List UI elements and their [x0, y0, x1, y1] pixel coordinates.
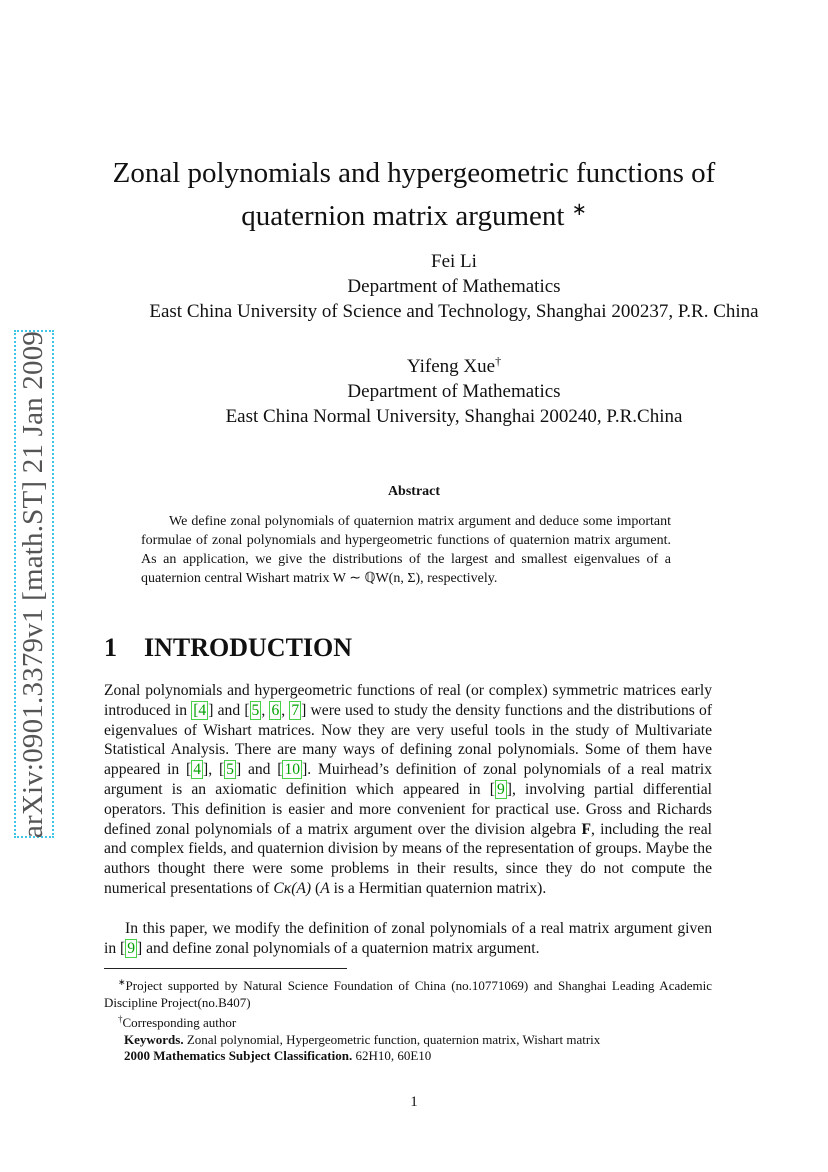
abstract-body: We define zonal polynomials of quaternion matrix argument and deduce some important formulae of zonal polynomials and hypergeometric functions of quaternion matrix argument. As an application, we give the distributions of the largest and smallest eigenvalues of a quaternion central Wishart matrix W ∼ ℚW(n, Σ), respectively.: [141, 514, 671, 586]
text-run: ] and [: [208, 701, 250, 719]
footnote-text: Corresponding author: [122, 1015, 237, 1030]
msc-text: 62H10, 60E10: [352, 1048, 432, 1063]
text-run: , including the real and complex fields, and quaternion division by means of the representation of groups. Maybe the authors thought there were some problems in their results, since they do not compute the numerical presentations of: [104, 820, 712, 897]
author-department: Department of Mathematics: [347, 381, 561, 402]
text-run: 4: [198, 701, 207, 719]
section-number: 1: [104, 633, 117, 662]
arxiv-stamp: [14, 330, 54, 838]
text-run: ,: [261, 701, 270, 719]
text-run: In this paper, we modify the definition of zonal polynomials of a real matrix argument given in [: [104, 920, 712, 957]
citation-link[interactable]: [191, 701, 208, 720]
footnote-divider: [104, 968, 347, 969]
citation-link[interactable]: 9: [496, 780, 505, 798]
abstract-heading: Abstract: [387, 484, 441, 499]
text-run: ,: [281, 701, 290, 719]
footnote-mark: †: [118, 1014, 123, 1024]
citation-link[interactable]: 5: [251, 701, 260, 719]
author-footnote-mark: †: [495, 354, 502, 368]
math-zonal-polynomial: Cκ(A): [273, 879, 312, 897]
arxiv-stamp-text: arXiv:0901.3379v1 [math.ST] 21 Jan 2009: [17, 330, 50, 838]
citation-link[interactable]: 6: [271, 701, 280, 719]
division-algebra-symbol: F: [581, 820, 592, 838]
text-run: (: [311, 879, 321, 897]
author-department: Department of Mathematics: [347, 276, 561, 297]
author-name-text: Yifeng Xue: [406, 356, 496, 377]
msc-label: 2000 Mathematics Subject Classification.: [124, 1048, 353, 1063]
msc-line: [104, 1048, 712, 1065]
author-name: [60, 349, 828, 379]
author-affiliation: East China Normal University, Shanghai 200240, P.R.China: [225, 406, 683, 427]
text-run: ] and [: [235, 761, 283, 779]
keywords-text: Zonal polynomial, Hypergeometric function, quaternion matrix, Wishart matrix: [183, 1031, 601, 1047]
citation-link[interactable]: 4: [193, 761, 202, 779]
paper-title: [60, 155, 768, 234]
author-name: Fei Li: [431, 251, 477, 272]
citation-link[interactable]: 7: [291, 701, 300, 719]
citation-link[interactable]: 5: [226, 761, 234, 779]
keywords-line: [104, 1032, 712, 1049]
page-number: 1: [410, 1094, 418, 1110]
footnotes: [104, 974, 712, 1065]
text-run: ], [: [203, 761, 225, 779]
footnote-funding: [104, 974, 712, 1011]
author-block-2: [60, 349, 828, 429]
intro-paragraph-1: [104, 681, 712, 899]
title-line-1: Zonal polynomials and hypergeometric functions of: [112, 157, 716, 189]
text-run: ] and define zonal polynomials of a quaternion matrix argument.: [137, 939, 540, 957]
text-run: ]. Muirhead’s definition of zonal polynomials of a real matrix argument is an axiomatic definition which appeared in [: [104, 761, 713, 798]
title-footnote-mark: ∗: [571, 199, 587, 219]
text-run: ], involving partial differential operators. This definition is easier and more convenient for practical use. Gross and Richards defined zonal polynomials of a matrix argument over the division algebra: [104, 780, 712, 838]
keywords-label: Keywords.: [124, 1031, 184, 1047]
section-heading: [104, 633, 352, 663]
footnote-corresponding: [104, 1011, 712, 1032]
text-run: is a Hermitian quaternion matrix).: [329, 879, 547, 897]
title-line-2: [60, 191, 768, 234]
intro-paragraph-2: [104, 919, 712, 959]
citation-link[interactable]: 10: [284, 761, 301, 779]
footnote-text: Project supported by Natural Science Foundation of China (no.10771069) and Shanghai Leading Academic Discipline Project(no.B407): [104, 978, 712, 1010]
title-line-2-text: quaternion matrix argument: [241, 200, 565, 232]
text-run: Zonal polynomials and hypergeometric functions of real (or complex) symmetric matrices early introduced in: [104, 682, 712, 719]
footnote-mark: ∗: [118, 977, 126, 987]
text-run: [: [193, 701, 199, 719]
text-run: ] were used to study the density functions and the distributions of eigenvalues of Wishart matrices. Now they are very useful tools in the study of Multivariate Statistical Analysis. There are many ways of defining zonal polynomials. Some of them have appeared in [: [104, 701, 713, 779]
author-block-1: [60, 249, 828, 324]
math-matrix-a: A: [320, 879, 330, 897]
author-affiliation: East China University of Science and Technology, Shanghai 200237, P.R. China: [149, 301, 759, 322]
citation-link[interactable]: 9: [127, 939, 136, 957]
section-title: INTRODUCTION: [144, 633, 353, 662]
